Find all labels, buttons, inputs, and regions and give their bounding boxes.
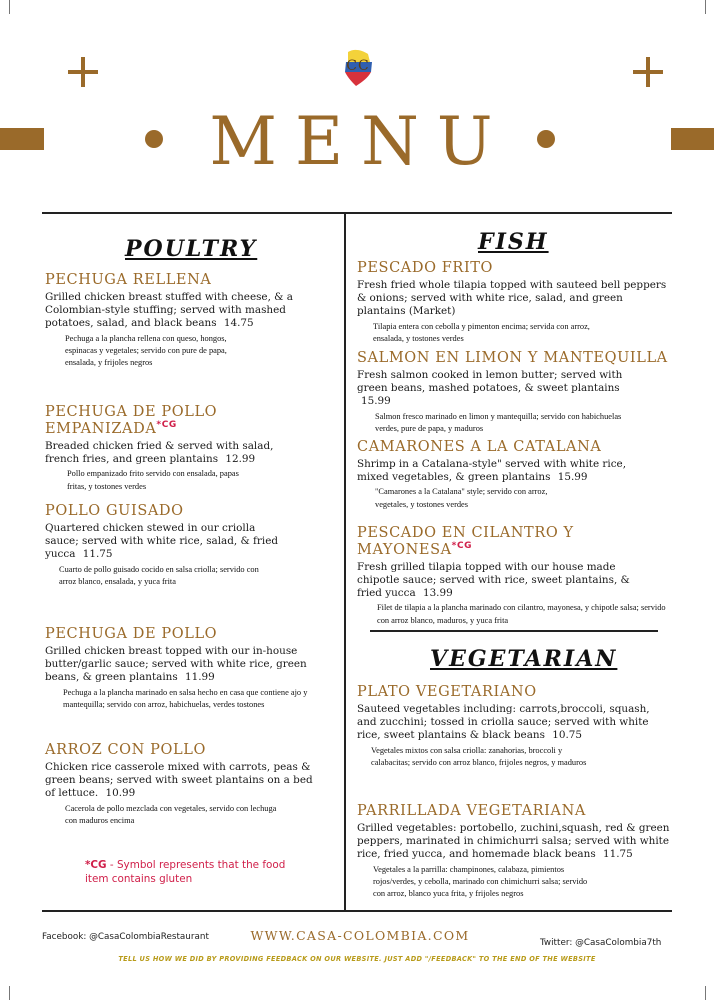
gluten-symbol: *CG (85, 859, 107, 871)
vegetarian-heading: VEGETARIAN (430, 646, 618, 672)
dish-spanish: Cacerola de pollo mezclada con vegetales, servido con lechuga con maduros encima (65, 803, 277, 826)
header-dot-right (537, 130, 555, 148)
dish-description-text: Fresh fried whole tilapia topped with sauteed bell peppers & onions; served with white rice, salad, and green plantains (Market) (357, 279, 667, 318)
header-dot-left (145, 130, 163, 148)
dish-spanish: Pechuga a la plancha marinado en salsa hecho en casa que contiene ajo y mantequilla; servido con arroz, habichuelas, verdes tostones (63, 687, 308, 710)
dish-description (357, 822, 677, 862)
dish-name: SALMON EN LIMON Y MANTEQUILLA (357, 350, 668, 366)
bottom-divider (42, 910, 672, 912)
fish-vegetarian-divider (370, 630, 658, 632)
dish-spanish: Cuarto de pollo guisado cocido en salsa criolla; servido con arroz blanco, ensalada, y yuca frita (59, 564, 259, 587)
crop-mark-top-left (9, 0, 10, 14)
crop-mark-bottom-right (705, 986, 706, 1000)
dish-plato-vegetariano (357, 684, 667, 769)
dish-spanish: Pollo empanizado frito servido con ensalada, papas fritas, y tostones verdes (67, 469, 239, 491)
dish-description-text: Fresh grilled tilapia topped with our house made chipotle sauce; served with rice, sweet plantains, & fried yucca (357, 560, 630, 600)
dish-price: 11.75 (602, 848, 633, 861)
gluten-note (85, 858, 295, 886)
twitter-handle: Twitter: @CasaColombia7th (540, 938, 662, 948)
website-link[interactable]: WWW.CASA-COLOMBIA.COM (250, 928, 470, 943)
dish-description-text: Fresh salmon cooked in lemon butter; served with green beans, mashed potatoes, & sweet plantains (357, 369, 623, 395)
dish-spanish: "Camarones a la Catalana" style; servido con arroz, vegetales, y tostones verdes (375, 487, 548, 509)
dish-description-text: Shrimp in a Catalana-style" served with white rice, mixed vegetables, & green plantains (357, 458, 626, 484)
dish-parrillada-vegetariana (357, 803, 677, 901)
dish-arroz-con-pollo (45, 742, 335, 827)
dish-name-text: PECHUGA DE POLLO EMPANIZADA (45, 404, 218, 437)
dish-description (45, 291, 335, 331)
logo-letters: CC (346, 58, 370, 74)
dish-description (357, 458, 657, 484)
dish-name: POLLO GUISADO (45, 503, 184, 519)
dish-pechuga-de-pollo (45, 626, 335, 711)
dish-description-text: Grilled vegetables: portobello, zuchini,squash, red & green peppers, marinated in chimichurri salsa; served with white rice, fried yucca, and homemade black beans (357, 822, 670, 861)
dish-pechuga-empanizada (45, 404, 341, 493)
dish-price: 11.75 (82, 548, 113, 561)
dish-spanish: Vegetales a la parrilla: champinones, calabaza, pimientos rojos/verdes, y cebolla, marinado con chimichurri salsa; servido con arroz, blanco yuca frita, y frijoles negros (373, 864, 588, 899)
dish-name: PARRILLADA VEGETARIANA (357, 803, 586, 819)
dish-price: 13.99 (422, 587, 453, 600)
poultry-heading: POULTRY (125, 236, 258, 262)
top-divider (42, 212, 672, 214)
facebook-handle: Facebook: @CasaColombiaRestaurant (42, 932, 209, 942)
dish-salmon (357, 350, 677, 435)
dish-pollo-guisado (45, 503, 335, 588)
dish-pescado-frito (357, 260, 667, 345)
dish-description (45, 645, 310, 685)
dish-price: 12.99 (225, 453, 256, 466)
dish-price: 14.75 (223, 317, 254, 330)
dish-name: CAMARONES A LA CATALANA (357, 439, 602, 455)
header-bar-left (0, 128, 44, 150)
dish-description-text: Sauteed vegetables including: carrots,broccoli, squash, and zucchini; tossed in criolla sauce; served with white rice, sweet plantains & black beans (357, 703, 650, 742)
dish-description (45, 522, 290, 562)
dish-price: 15.99 (557, 471, 588, 484)
dish-description (357, 703, 662, 743)
dish-description (357, 279, 667, 319)
dish-price: 15.99 (361, 395, 391, 408)
dish-name: ARROZ CON POLLO (45, 742, 206, 758)
dish-pescado-cilantro (357, 525, 677, 627)
dish-description-text: Chicken rice casserole mixed with carrots, peas & green beans; served with sweet plantains on a bed of lettuce. (45, 761, 313, 800)
dish-price: 10.99 (105, 787, 136, 800)
page-title: MENU (209, 103, 511, 180)
dish-camarones (357, 439, 667, 511)
dish-spanish: Tilapia entera con cebolla y pimenton encima; servida con arroz, ensalada, y tostones verdes (373, 321, 590, 344)
gluten-tag: *CG (451, 541, 473, 551)
dish-pechuga-rellena (45, 272, 335, 370)
dish-description (45, 761, 325, 801)
dish-price: 11.99 (184, 671, 215, 684)
crop-mark-top-right (705, 0, 706, 14)
dish-spanish: Pechuga a la plancha rellena con queso, hongos, espinacas y vegetales; servido con pure de papa, ensalada, y frijoles negros (65, 333, 227, 368)
dish-description-text: Grilled chicken breast topped with our in-house butter/garlic sauce; served with white rice, green beans, & green plantains (45, 645, 307, 684)
dish-name (45, 404, 341, 437)
plus-ornament-right (633, 57, 663, 87)
header-bar-right (671, 128, 714, 150)
gluten-note-text: - Symbol represents that the food item contains gluten (85, 859, 286, 885)
fish-heading: FISH (478, 229, 549, 255)
crop-mark-bottom-left (9, 986, 10, 1000)
logo (340, 48, 376, 88)
dish-name: PECHUGA DE POLLO (45, 626, 218, 642)
dish-name-text: PESCADO EN CILANTRO Y MAYONESA (357, 525, 574, 558)
column-divider (344, 212, 346, 910)
dish-description (357, 561, 647, 601)
dish-description-text: Breaded chicken fried & served with salad, french fries, and green plantains (45, 439, 274, 466)
dish-spanish: Salmon fresco marinado en limon y mantequilla; servido con habichuelas verdes, pure de papa, y maduros (375, 411, 622, 434)
dish-name: PESCADO FRITO (357, 260, 494, 276)
dish-spanish: Vegetales mixtos con salsa criolla: zanahorias, broccoli y calabacitas; servido con arroz blanco, frijoles negros, y maduros (371, 745, 587, 768)
dish-price: 10.75 (552, 729, 582, 742)
dish-description-text: Grilled chicken breast stuffed with cheese, & a Colombian-style stuffing; served with mashed potatoes, salad, and black beans (45, 291, 293, 330)
dish-description (357, 369, 637, 409)
dish-name: PLATO VEGETARIANO (357, 684, 537, 700)
dish-description-text: Quartered chicken stewed in our criolla sauce; served with white rice, salad, & fried yucca (45, 522, 278, 561)
plus-ornament-left (68, 57, 98, 87)
dish-description (45, 440, 275, 466)
dish-spanish: Filet de tilapia a la plancha marinado con cilantro, mayonesa, y chipotle salsa; servido con arroz blanco, maduros, y yuca frita (377, 603, 666, 625)
gluten-tag: *CG (156, 420, 177, 430)
dish-name (357, 525, 677, 558)
feedback-note: TELL US HOW WE DID BY PROVIDING FEEDBACK ON OUR WEBSITE. JUST ADD "/FEEDBACK" TO THE END OF THE WEBSITE (118, 955, 596, 963)
dish-name: PECHUGA RELLENA (45, 272, 212, 288)
